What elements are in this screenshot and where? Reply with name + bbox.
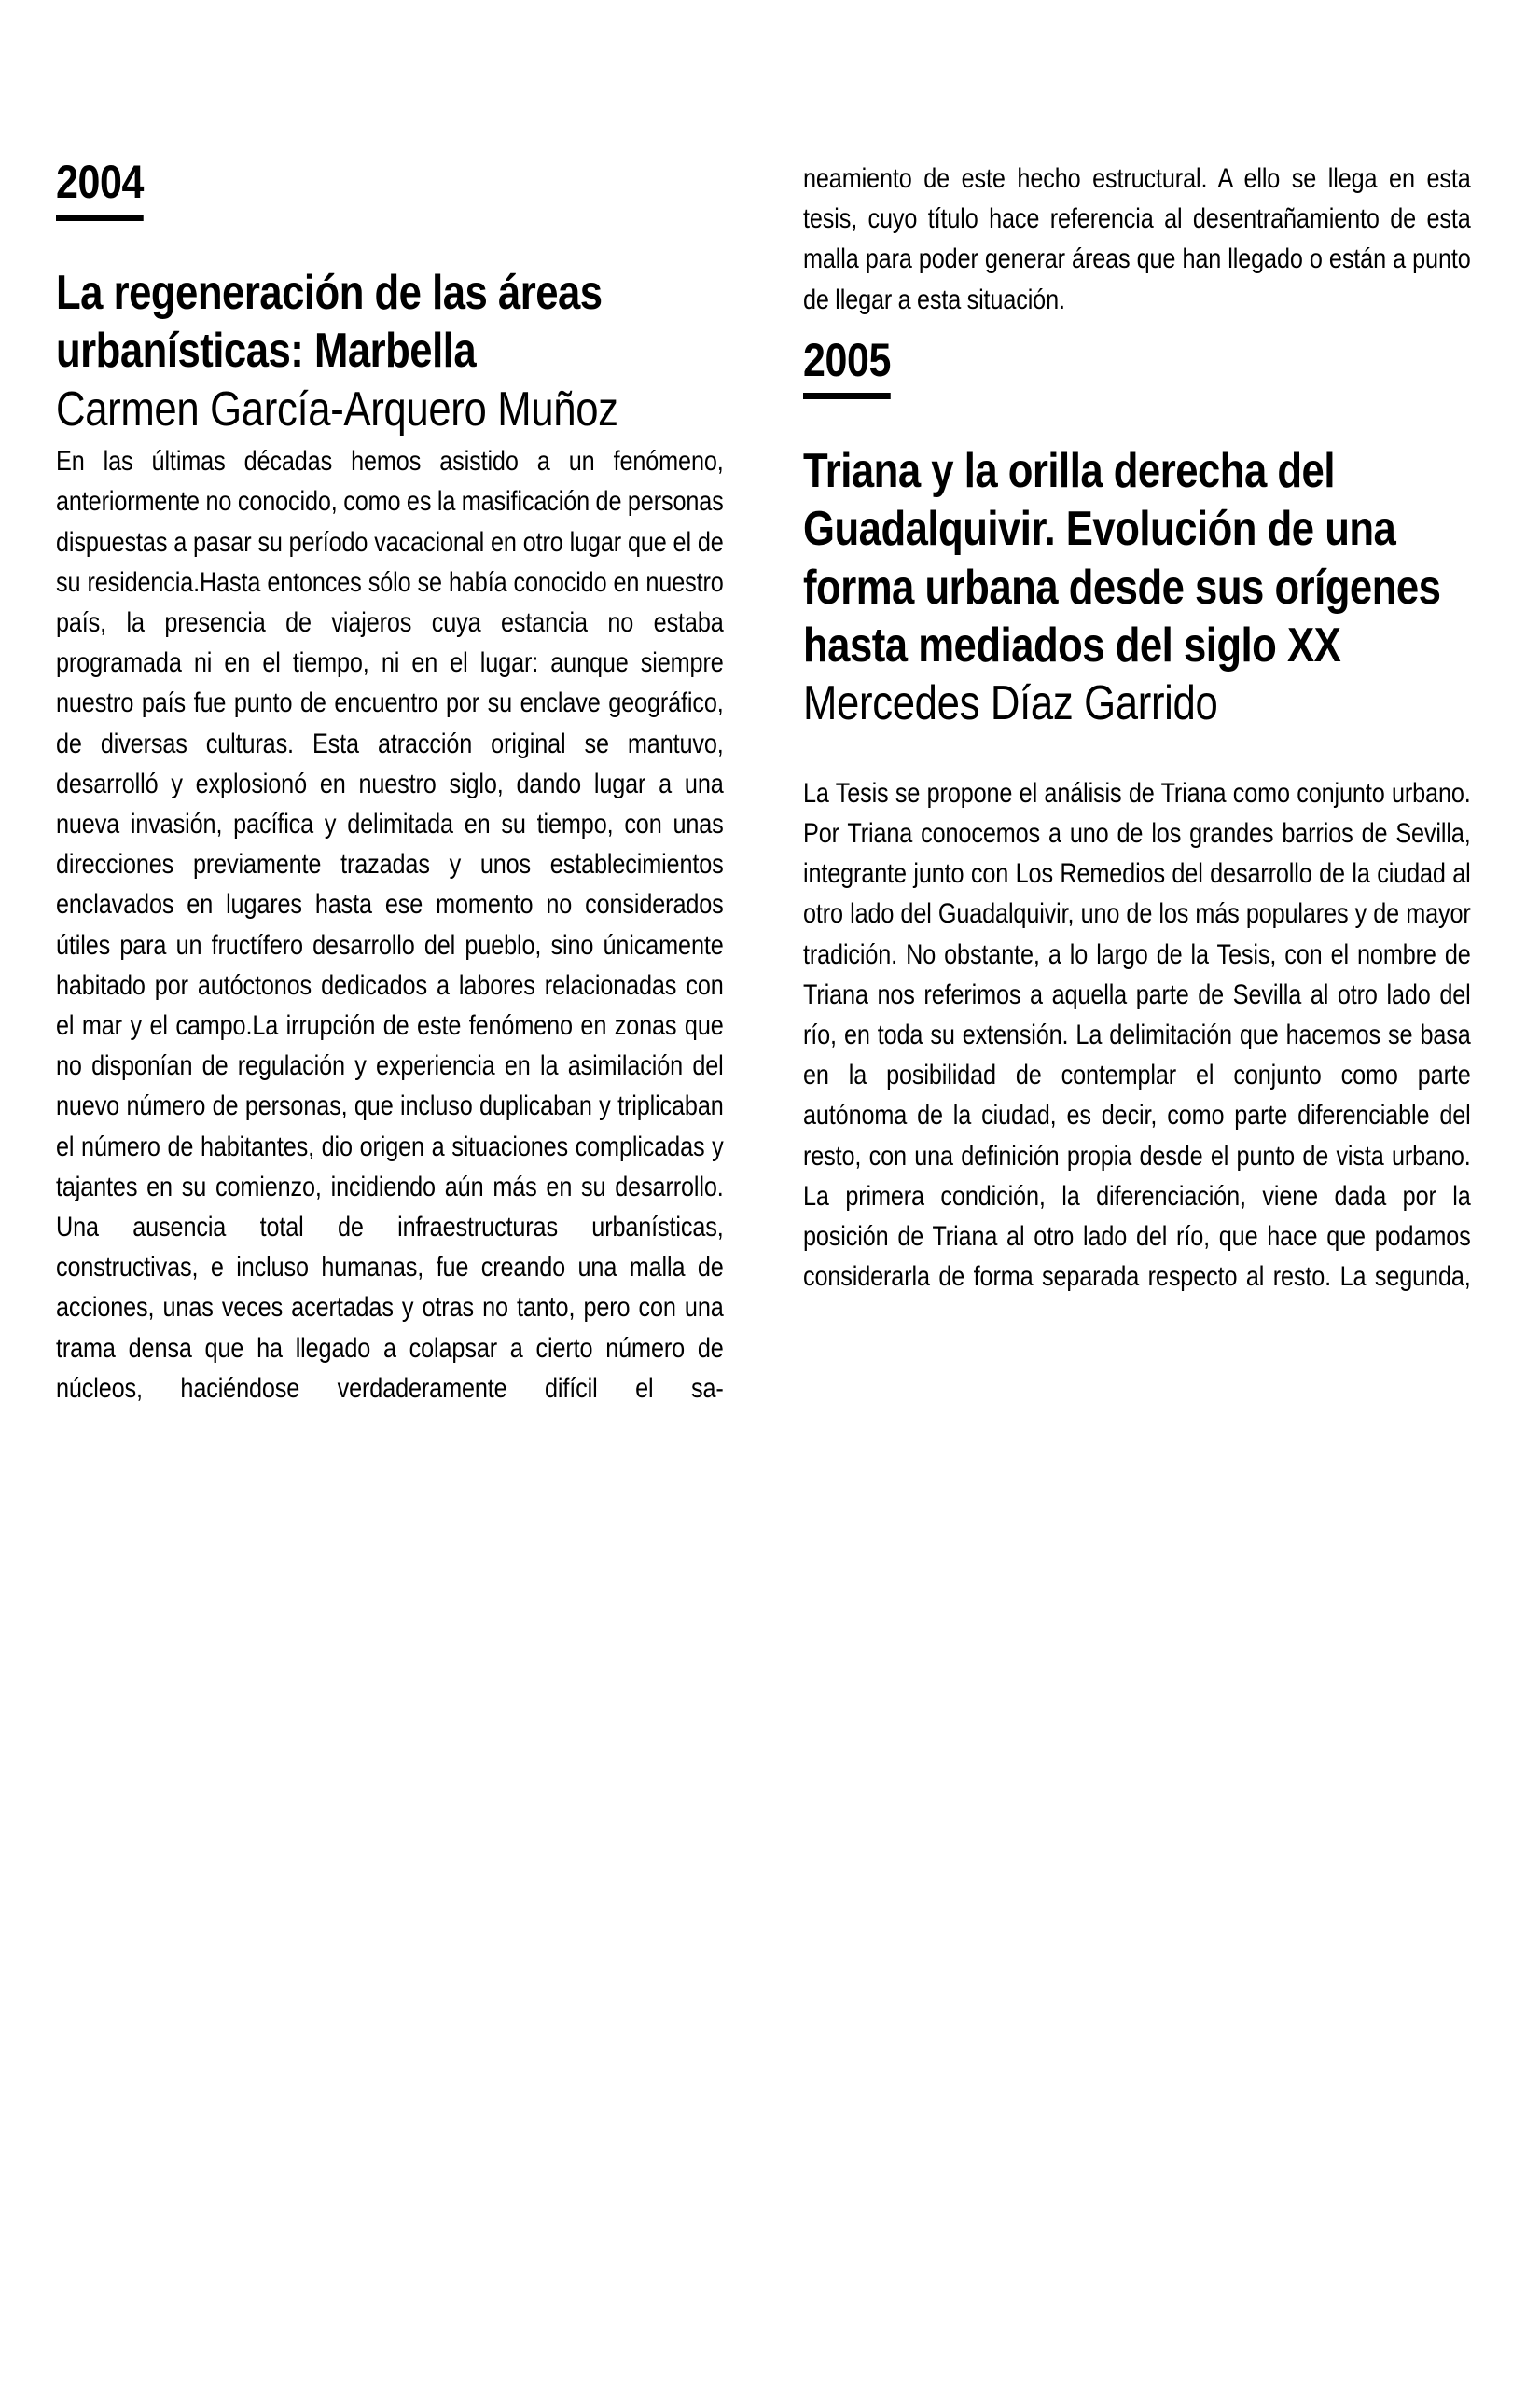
- year-heading-2004-block: [56, 156, 724, 221]
- entry-title-triana: Triana y la orilla derecha del Guadalquivir. Evolución de una forma urbana desde sus orígenes hasta mediados del siglo XX: [803, 443, 1441, 673]
- right-column: [803, 159, 1471, 2285]
- two-column-layout: [56, 156, 1484, 2285]
- entry-author-carmen-garcia-arquero-munoz: Carmen García-Arquero Muñoz: [56, 382, 618, 437]
- year-heading-2005: 2005: [803, 337, 891, 399]
- entry-author-mercedes-diaz-garrido: Mercedes Díaz Garrido: [803, 676, 1218, 731]
- year-heading-2005-block: [803, 333, 1471, 399]
- abstract-continuation-marbella: neamiento de este hecho estructural. A ello se llega en esta tesis, cuyo título hace referencia al desentrañamiento de esta malla para poder generar áreas que han llegado o están a punto de llegar a esta situación.: [803, 163, 1471, 315]
- entry-abstract-triana: La Tesis se propone el análisis de Triana como conjunto urbano. Por Triana conocemos a uno de los grandes barrios de Sevilla, integrante junto con Los Remedios del desarrollo de la ciudad al otro lado del Guadalquivir, uno de los más populares y de mayor tradición. No obstante, a lo largo de la Tesis, con el nombre de Triana nos referimos a aquella parte de Sevilla al otro lado del río, en toda su extensión. La delimitación que hacemos se basa en la posibilidad de contemplar el conjunto como parte autónoma de la ciudad, es decir, como parte diferenciable del resto, con una definición propia desde el punto de vista urbano. La primera condición, la diferenciación, viene dada por la posición de Triana al otro lado del río, que hace que podamos considerarla de forma separada respecto al resto. La segunda,: [803, 777, 1471, 1293]
- entry-abstract-marbella: En las últimas décadas hemos asistido a un fenómeno, anteriormente no conocido, como es la masificación de personas dispuestas a pasar su período vacacional en otro lugar que el de su residencia.Hasta entonces sólo se había conocido en nuestro país, la presencia de viajeros cuya estancia no estaba programada ni en el tiempo, ni en el lugar: aunque siempre nuestro país fue punto de encuentro por su enclave geográfico, de diversas culturas. Esta atracción original se mantuvo, desarrolló y explosionó en nuestro siglo, dando lugar a una nueva invasión, pacífica y delimitada en su tiempo, con unas direcciones previamente trazadas y unos establecimientos enclavados en lugares hasta ese momento no considerados útiles para un fructífero desarrollo del pueblo, sino únicamente habitado por autóctonos dedicados a labores relacionadas con el mar y el campo.La irrupción de este fenómeno en zonas que no disponían de regulación y experiencia en la asimilación del nuevo número de personas, que incluso duplicaban y triplicaban el número de habitantes, dio origen a situaciones complicadas y tajantes en su comienzo, incidiendo aún más en su desarrollo. Una ausencia total de infraestructuras urbanísticas, constructivas, e incluso humanas, fue creando una malla de acciones, unas veces acertadas y otras no tanto, pero con una trama densa que ha llegado a colapsar a cierto número de núcleos, haciéndose verdaderamente difícil el sa-: [56, 446, 724, 1404]
- spacer: [803, 734, 1471, 773]
- year-heading-2004: 2004: [56, 159, 144, 221]
- entry-title-marbella: La regeneración de las áreas urbanísticas: Marbella: [56, 266, 603, 379]
- spacer: [56, 221, 724, 264]
- spacer: [803, 399, 1471, 442]
- left-column: [56, 156, 724, 2285]
- spacer: [803, 320, 1471, 337]
